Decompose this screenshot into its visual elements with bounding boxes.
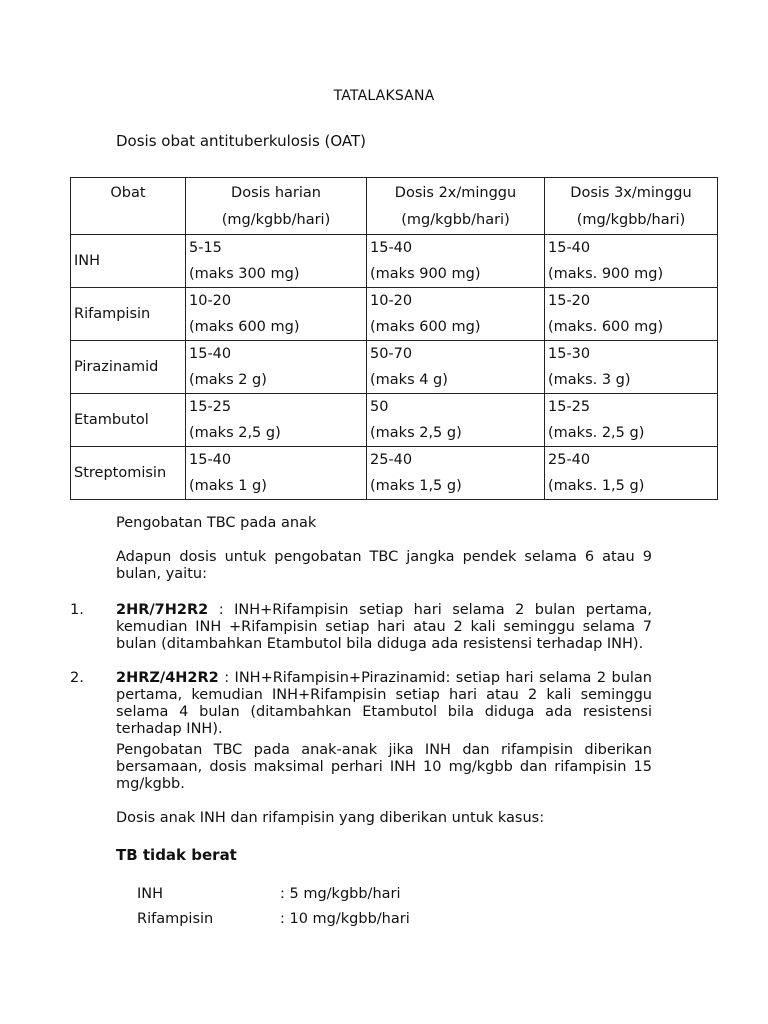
- table-row: [71, 341, 718, 394]
- dose-thrice-weekly: 15-25 (maks. 2,5 g): [545, 394, 718, 447]
- regimen-code: 2HRZ/4H2R2: [116, 670, 219, 686]
- section-subtitle: Dosis obat antituberkulosis (OAT): [116, 132, 367, 150]
- drug-name: Streptomisin: [71, 447, 186, 500]
- dose-value: : 5 mg/kgbb/hari: [280, 886, 401, 902]
- dose-daily: 5-15 (maks 300 mg): [186, 235, 367, 288]
- dose-thrice-weekly: 15-30 (maks. 3 g): [545, 341, 718, 394]
- regimen-text: : INH+Rifampisin+Pirazinamid: setiap hari selama 2 bulan pertama, kemudian INH+Rifampisin setiap hari atau 2 kali seminggu selama 4 bulan (ditambahkan Etambutol bila diduga ada resistensi terhadap INH).: [116, 670, 652, 737]
- table-header-row: [71, 178, 718, 235]
- dose-daily: 15-40 (maks 2 g): [186, 341, 367, 394]
- list-number: 2.: [70, 670, 84, 686]
- header-dosis-3x: Dosis 3x/minggu (mg/kgbb/hari): [545, 178, 718, 235]
- paragraph-intro: Adapun dosis untuk pengobatan TBC jangka pendek selama 6 atau 9 bulan, yaitu:: [116, 549, 652, 582]
- dose-drug-label: Rifampisin: [137, 911, 214, 927]
- dose-thrice-weekly: 15-20 (maks. 600 mg): [545, 288, 718, 341]
- drug-name: Pirazinamid: [71, 341, 186, 394]
- table-row: [71, 235, 718, 288]
- drug-name: Etambutol: [71, 394, 186, 447]
- dose-twice-weekly: 25-40 (maks 1,5 g): [367, 447, 545, 500]
- drug-name: INH: [71, 235, 186, 288]
- dose-drug-label: INH: [137, 886, 164, 902]
- dose-daily: 10-20 (maks 600 mg): [186, 288, 367, 341]
- list-item: [116, 670, 652, 738]
- dose-twice-weekly: 10-20 (maks 600 mg): [367, 288, 545, 341]
- dose-value: : 10 mg/kgbb/hari: [280, 911, 410, 927]
- header-dosis-2x: Dosis 2x/minggu (mg/kgbb/hari): [367, 178, 545, 235]
- paragraph-combined-dose: Pengobatan TBC pada anak-anak jika INH dan rifampisin diberikan bersamaan, dosis maksimal perhari INH 10 mg/kgbb dan rifampisin 15 mg/kgbb.: [116, 742, 652, 792]
- list-number: 1.: [70, 602, 84, 618]
- header-obat: Obat: [71, 178, 186, 235]
- dose-twice-weekly: 50-70 (maks 4 g): [367, 341, 545, 394]
- dose-twice-weekly: 50 (maks 2,5 g): [367, 394, 545, 447]
- table-row: [71, 288, 718, 341]
- dose-twice-weekly: 15-40 (maks 900 mg): [367, 235, 545, 288]
- list-item: [116, 602, 652, 653]
- dose-daily: 15-40 (maks 1 g): [186, 447, 367, 500]
- table-row: [71, 447, 718, 500]
- table-row: [71, 394, 718, 447]
- oat-dosage-table: [70, 177, 718, 500]
- dose-thrice-weekly: 25-40 (maks. 1,5 g): [545, 447, 718, 500]
- drug-name: Rifampisin: [71, 288, 186, 341]
- dose-thrice-weekly: 15-40 (maks. 900 mg): [545, 235, 718, 288]
- regimen-text: : INH+Rifampisin setiap hari selama 2 bulan pertama, kemudian INH +Rifampisin setiap hari atau 2 kali seminggu selama 7 bulan (ditambahkan Etambutol bila diduga ada resistensi terhadap INH).: [116, 602, 652, 652]
- section-heading: TB tidak berat: [116, 846, 237, 864]
- page-title: TATALAKSANA: [333, 88, 435, 104]
- regimen-code: 2HR/7H2R2: [116, 602, 209, 618]
- dose-daily: 15-25 (maks 2,5 g): [186, 394, 367, 447]
- header-dosis-harian: Dosis harian (mg/kgbb/hari): [186, 178, 367, 235]
- paragraph-cases: Dosis anak INH dan rifampisin yang diberikan untuk kasus:: [116, 810, 545, 826]
- paragraph-heading: Pengobatan TBC pada anak: [116, 515, 317, 531]
